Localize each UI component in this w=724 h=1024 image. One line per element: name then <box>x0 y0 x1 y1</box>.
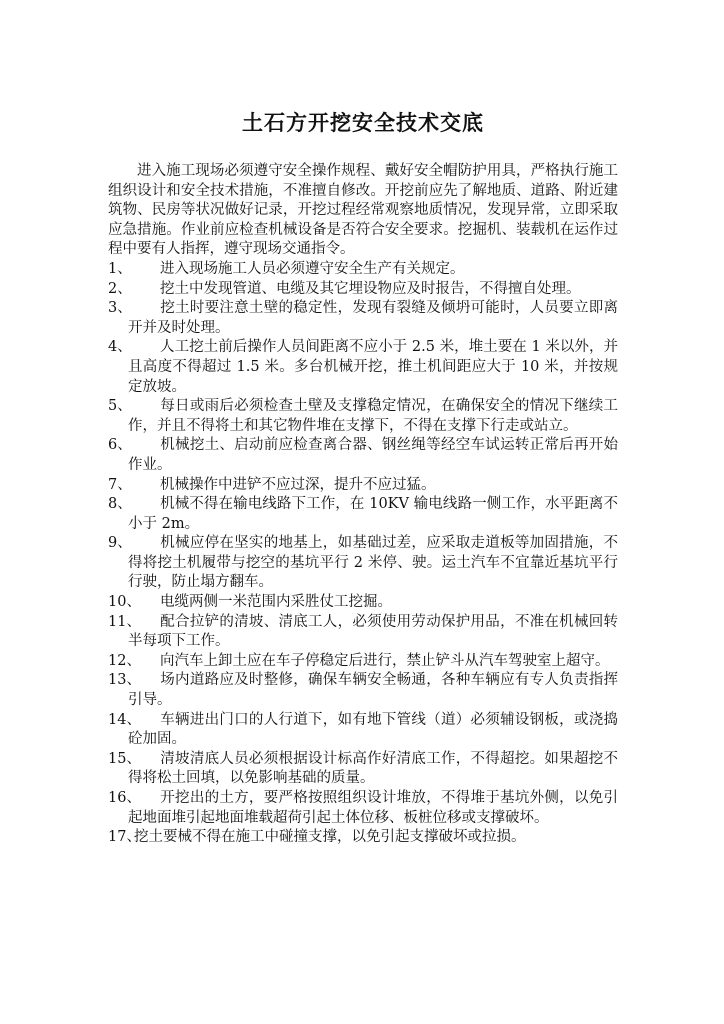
rule-number: 7、 <box>108 476 132 493</box>
rule-item-7 <box>108 476 618 496</box>
rule-item-11 <box>108 613 618 652</box>
rule-text: 电缆两侧一米范围内采胜仗工挖掘。 <box>160 594 392 611</box>
rule-number: 4、 <box>108 339 132 356</box>
rule-number: 14、 <box>108 711 141 728</box>
rule-text: 机械不得在输电线路下工作，在 10KV 输电线路一侧工作，水平距离不小于 2m。 <box>128 496 618 532</box>
rule-text: 挖土时要注意土壁的稳定性，发现有裂缝及倾坍可能时，人员要立即离开并及时处理。 <box>128 300 618 336</box>
rule-text: 配合拉铲的清坡、清底工人，必须使用劳动保护用品，不准在机械回转半每项下工作。 <box>128 613 618 650</box>
document-title: 土石方开挖安全技术交底 <box>242 110 484 135</box>
rule-number: 5、 <box>108 398 132 415</box>
rule-text: 挖土要械不得在施工中碰撞支撑，以免引起支撑破坏或拉损。 <box>134 829 526 846</box>
rule-number: 10、 <box>108 594 141 611</box>
rule-text: 人工挖土前后操作人员间距离不应小于 2.5 米，堆土要在 1 米以外，并且高度不得超过 1.5 米。多台机械开挖，推土机间距应大于 10 米，并按规定放坡。 <box>128 339 618 395</box>
rule-text: 挖土中发现管道、电缆及其它埋设物应及时报告，不得擅自处理。 <box>160 280 581 297</box>
rule-item-13 <box>108 671 618 710</box>
rule-item-10 <box>108 593 618 613</box>
rule-text: 车辆进出门口的人行道下，如有地下管线（道）必须辅设钢板，或浇捣砼加固。 <box>128 711 618 748</box>
rule-text: 清坡清底人员必须根据设计标高作好清底工作，不得超挖。如果超挖不得将松土回填，以免影响基础的质量。 <box>128 750 618 787</box>
document-page <box>108 108 618 848</box>
safety-rules-list <box>108 260 618 848</box>
rule-number: 15、 <box>108 750 141 767</box>
rule-text: 机械操作中进铲不应过深，提升不应过猛。 <box>160 476 436 493</box>
intro-paragraph: 进入施工现场必须遵守安全操作规程、戴好安全帽防护用具，严格执行施工组织设计和安全技术措施，不准擅自修改。开挖前应先了解地质、道路、附近建筑物、民房等状况做好记录，开挖过程经常观察地质情况，发现异常，立即采取应急措施。作业前应检查机械设备是否符合安全要求。挖掘机、装载机在运作过程中要有人指挥，遵守现场交通指令。 <box>108 163 618 258</box>
rule-item-15 <box>108 750 618 789</box>
rule-item-17 <box>108 828 618 848</box>
rule-item-16 <box>108 789 618 828</box>
rule-number: 12、 <box>108 652 141 669</box>
rule-text: 场内道路应及时整修，确保车辆安全畅通，各种车辆应有专人负责指挥引导。 <box>128 672 618 709</box>
rule-number: 3、 <box>108 300 132 317</box>
rule-item-9 <box>108 534 618 593</box>
rule-item-8 <box>108 495 618 534</box>
rule-number: 9、 <box>108 535 132 552</box>
rule-number: 16、 <box>108 790 141 806</box>
rule-item-4 <box>108 338 618 397</box>
rule-number: 6、 <box>108 437 132 454</box>
rule-text: 开挖出的土方，要严格按照组织设计堆放，不得堆于基坑外侧，以免引起地面堆引起地面堆载超荷引起土体位移、板桩位移或支撑破坏。 <box>128 790 618 826</box>
rule-number: 17、 <box>108 829 141 846</box>
rule-item-2 <box>108 280 618 300</box>
rule-item-12 <box>108 652 618 672</box>
rule-item-1 <box>108 260 618 280</box>
rule-text: 进入现场施工人员必须遵守安全生产有关规定。 <box>160 260 465 277</box>
rule-number: 2、 <box>108 280 132 297</box>
rule-number: 11、 <box>108 613 141 630</box>
rule-text: 机械应停在坚实的地基上，如基础过差，应采取走道板等加固措施，不得将挖土机履带与挖空的基坑平行 2 米停、驶。运土汽车不宜靠近基坑平行行驶，防止塌方翻车。 <box>128 535 618 591</box>
rule-number: 8、 <box>108 496 132 513</box>
rule-number: 1、 <box>108 260 132 277</box>
rule-item-6 <box>108 436 618 475</box>
rule-item-5 <box>108 397 618 436</box>
rule-number: 13、 <box>108 672 141 689</box>
rule-item-3 <box>108 299 618 338</box>
rule-text: 向汽车上卸土应在车子停稳定后进行，禁止铲斗从汽车驾驶室上超守。 <box>160 652 610 669</box>
rule-item-14 <box>108 711 618 750</box>
rule-text: 每日或雨后必须检查土壁及支撑稳定情况，在确保安全的情况下继续工作，并且不得将土和其它物件堆在支撑下，不得在支撑下行走或站立。 <box>128 398 618 434</box>
rule-text: 机械挖土、启动前应检查离合器、钢丝绳等经空车试运转正常后再开始作业。 <box>128 437 618 473</box>
